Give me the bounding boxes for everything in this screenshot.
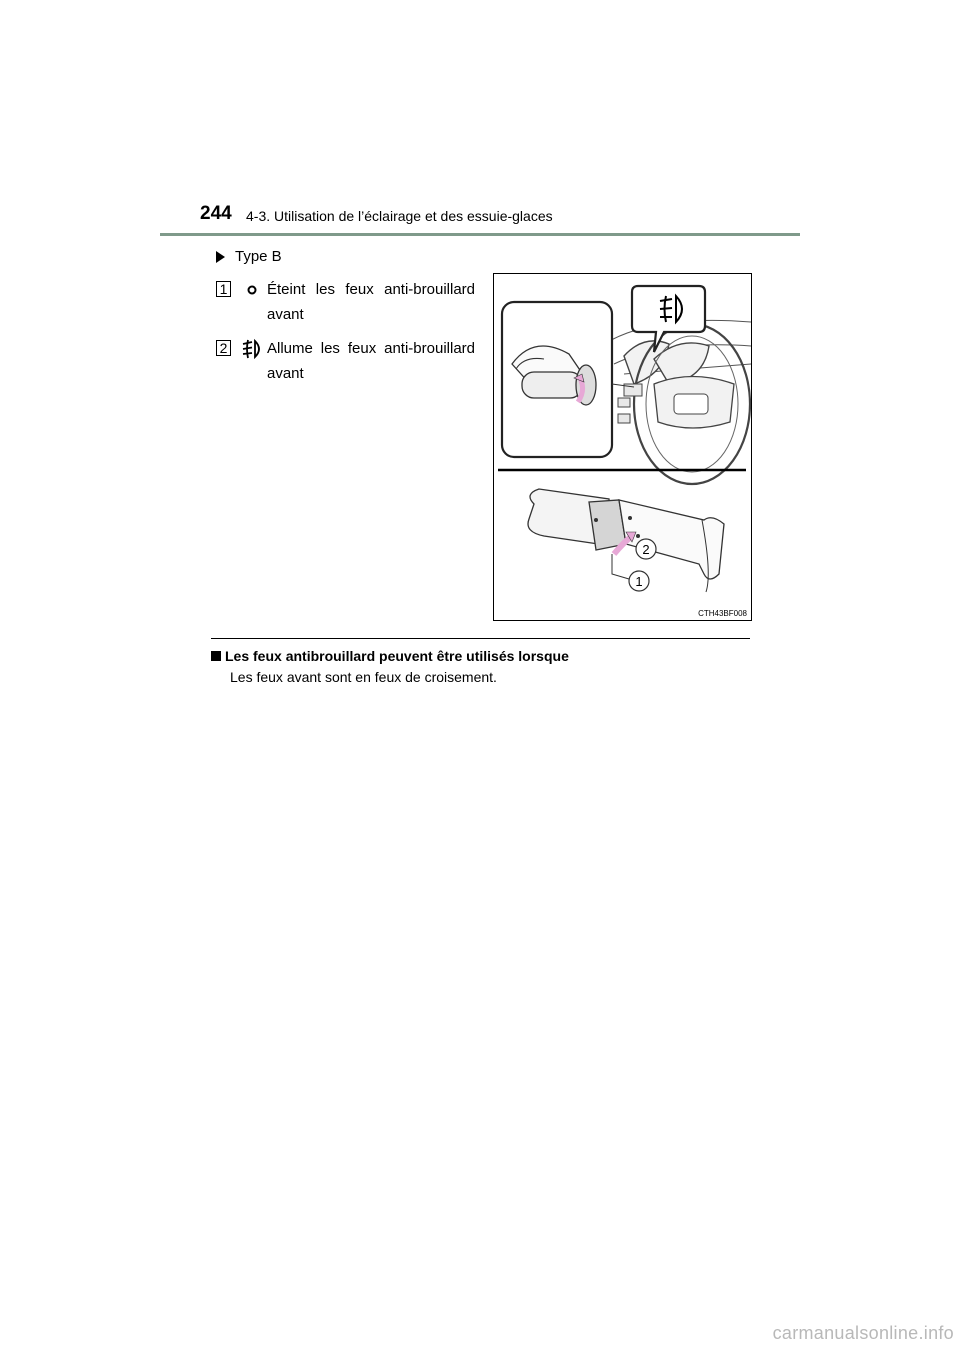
off-circle-icon <box>244 279 260 299</box>
callout-1: 1 <box>635 574 643 589</box>
note-heading <box>211 648 569 664</box>
note-body: Les feux avant sont en feux de croisement. <box>230 669 497 685</box>
type-label-line <box>216 248 282 265</box>
illustration-figure <box>493 273 752 621</box>
fog-light-switch-illustration <box>494 274 751 620</box>
list-item <box>216 336 475 390</box>
item-number-1: 1 <box>216 281 231 297</box>
section-title: 4-3. Utilisation de l’éclairage et des essuie-glaces <box>246 208 553 224</box>
list-item <box>216 277 475 327</box>
note-heading-text: Les feux antibrouillard peuvent être utilisés lorsque <box>225 648 569 664</box>
item-description: Éteint les feux anti-brouillard avant <box>267 281 475 323</box>
section-divider <box>211 638 750 639</box>
callout-2: 2 <box>642 542 650 557</box>
front-fog-light-icon <box>241 338 265 360</box>
header-divider <box>160 233 800 236</box>
triangle-bullet-icon <box>216 251 225 263</box>
figure-code: CTH43BF008 <box>698 609 747 618</box>
page-number: 244 <box>200 203 232 224</box>
watermark[interactable]: carmanualsonline.info <box>772 1323 954 1343</box>
type-label: Type B <box>235 248 282 265</box>
item-description: Allume les feux anti-brouillard avant <box>267 340 475 382</box>
square-bullet-icon <box>211 651 221 661</box>
item-number-2: 2 <box>216 340 231 356</box>
